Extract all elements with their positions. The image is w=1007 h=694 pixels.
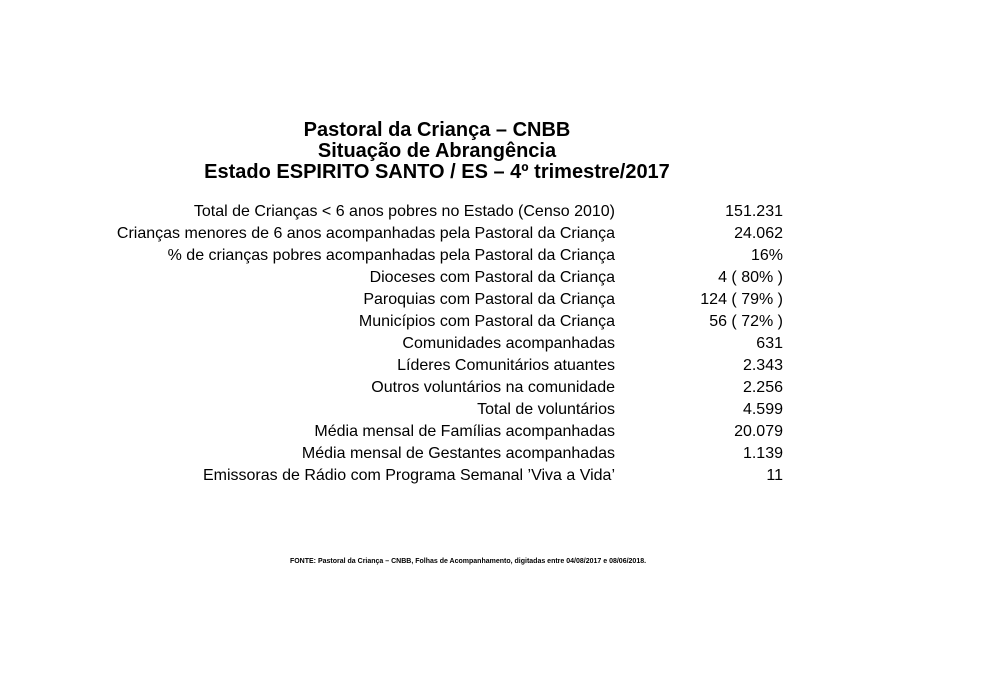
row-value: 631 [756, 335, 783, 352]
row-label: Dioceses com Pastoral da Criança [369, 269, 615, 286]
table-row [0, 201, 1007, 223]
report-title-block [0, 120, 874, 183]
row-value: 24.062 [734, 225, 783, 242]
report-subtitle: Situação de Abrangência [317, 140, 557, 162]
table-row [0, 245, 1007, 267]
table-row [0, 355, 1007, 377]
table-row [0, 377, 1007, 399]
report-title: Pastoral da Criança – CNBB [303, 119, 571, 141]
row-value: 124 ( 79% ) [700, 291, 783, 308]
row-label: Total de Crianças < 6 anos pobres no Estado (Censo 2010) [193, 203, 615, 220]
row-label: Outros voluntários na comunidade [371, 379, 615, 396]
row-value: 11 [766, 467, 783, 484]
table-row [0, 465, 1007, 487]
table-row [0, 289, 1007, 311]
row-label: Média mensal de Famílias acompanhadas [314, 423, 615, 440]
table-row [0, 311, 1007, 333]
stats-table [0, 201, 1007, 487]
row-value: 4 ( 80% ) [718, 269, 783, 286]
row-value: 1.139 [742, 445, 783, 462]
row-label: Total de voluntários [477, 401, 615, 418]
source-footnote: FONTE: Pastoral da Criança – CNBB, Folhas de Acompanhamento, digitadas entre 04/08/2017 e 08/06/2018. [289, 558, 647, 565]
table-row [0, 421, 1007, 443]
row-value: 2.343 [742, 357, 783, 374]
row-label: Crianças menores de 6 anos acompanhadas pela Pastoral da Criança [116, 225, 615, 242]
row-label: Líderes Comunitários atuantes [397, 357, 615, 374]
row-label: Média mensal de Gestantes acompanhadas [301, 445, 615, 462]
row-value: 2.256 [742, 379, 783, 396]
report-state-period: Estado ESPIRITO SANTO / ES – 4º trimestre/2017 [204, 161, 670, 183]
table-row [0, 443, 1007, 465]
table-row [0, 399, 1007, 421]
row-label: Paroquias com Pastoral da Criança [363, 291, 615, 308]
row-label: Municípios com Pastoral da Criança [358, 313, 615, 330]
row-value: 151.231 [725, 203, 783, 220]
row-label: Emissoras de Rádio com Programa Semanal ’Viva a Vida’ [202, 467, 615, 484]
row-label: % de crianças pobres acompanhadas pela Pastoral da Criança [167, 247, 615, 264]
row-value: 4.599 [742, 401, 783, 418]
table-row [0, 333, 1007, 355]
row-label: Comunidades acompanhadas [402, 335, 615, 352]
row-value: 16% [750, 247, 783, 264]
table-row [0, 223, 1007, 245]
row-value: 56 ( 72% ) [709, 313, 783, 330]
table-row [0, 267, 1007, 289]
row-value: 20.079 [734, 423, 783, 440]
